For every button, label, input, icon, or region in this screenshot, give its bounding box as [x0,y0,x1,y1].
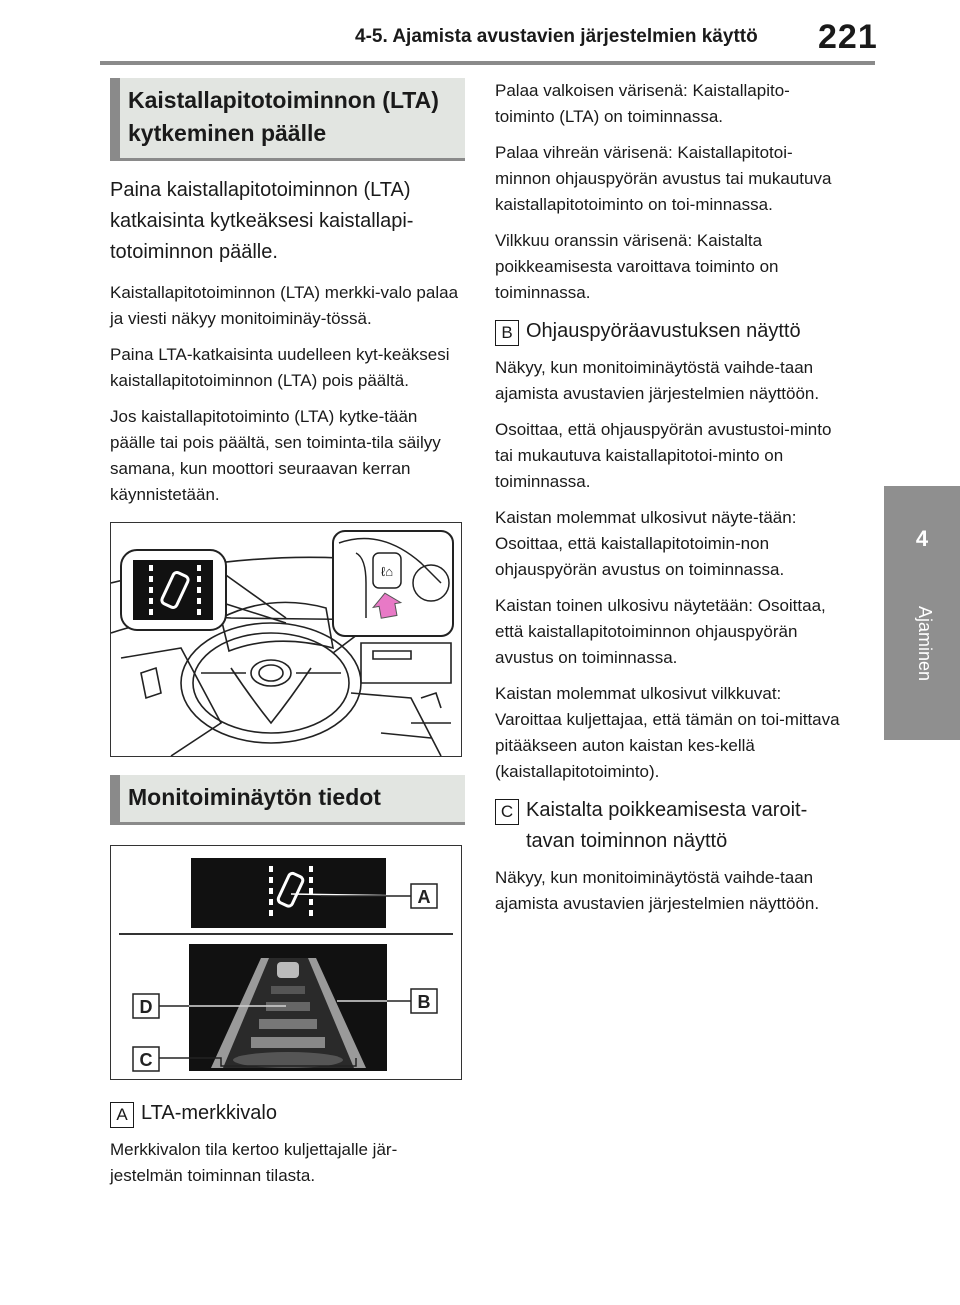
page-number: 221 [818,18,878,56]
paragraph: Jos kaistallapitotoiminto (LTA) kytke-tään päälle tai pois päältä, sen toiminta-tila säilyy samana, kun moottori seuraavan kerran käynnistetään. [110,407,441,504]
display-figure [110,845,462,1080]
item-b-heading [495,316,845,347]
callout-d: D [139,997,153,1017]
right-column [495,78,845,927]
paragraph: Palaa vihreän värisenä: Kaistallapitotoi-minnon ohjauspyörän avustus tai mukautuva kaistallapitotoiminto on toi-minnassa. [495,143,832,214]
lta-switch-glyph: ℓ⌂ [381,564,394,579]
paragraph: Osoittaa, että ohjauspyörän avustustoi-minto tai mukautuva kaistallapitotoi-minto on toiminnassa. [495,420,832,491]
dashboard-illustration [111,523,461,756]
paragraph: Merkkivalon tila kertoo kuljettajalle jär-jestelmän toiminnan tilasta. [110,1140,398,1185]
chapter-side-tab [884,486,960,740]
item-a-heading [110,1098,465,1129]
header-rule [100,61,875,65]
paragraph: Kaistan molemmat ulkosivut vilkkuvat: Varoittaa kuljettajaa, että tämän on toi-mittava pitääkseen auton kaistan kes-kellä (kaistallapitotoiminto). [495,684,840,781]
item-letter-a: A [110,1102,134,1128]
section-heading-lta-on: Kaistallapitotoiminnon (LTA) kytkeminen päälle [110,78,465,161]
chapter-title: Ajaminen [915,606,935,682]
paragraph: Näkyy, kun monitoiminäytöstä vaihde-taan ajamista avustavien järjestelmien näyttöön. [495,868,820,913]
callout-c: C [139,1050,153,1070]
left-column [110,78,465,1199]
item-c-title: Kaistalta poikkeamisesta varoit-tavan toiminnon näyttö [526,799,808,852]
item-c-heading [495,795,845,857]
paragraph: Paina LTA-katkaisinta uudelleen kyt-keäksesi kaistallapitotoiminnon (LTA) pois päältä. [110,345,450,390]
item-letter-c: C [495,799,519,825]
paragraph: Näkyy, kun monitoiminäytöstä vaihde-taan ajamista avustavien järjestelmien näyttöön. [495,358,820,403]
paragraph: Palaa valkoisen värisenä: Kaistallapito-toiminto (LTA) on toiminnassa. [495,81,790,126]
lead-instruction: Paina kaistallapitotoiminnon (LTA) katkaisinta kytkeäksesi kaistallapi-totoiminnon päälle. [110,179,414,263]
callout-b: B [417,992,431,1012]
chapter-number: 4 [915,526,929,551]
item-a-title: LTA-merkkivalo [141,1102,277,1124]
paragraph: Kaistallapitotoiminnon (LTA) merkki-valo palaa ja viesti näkyy monitoiminäy-tössä. [110,283,459,328]
section-heading-display-info: Monitoiminäytön tiedot [110,775,465,825]
header-section-title: 4-5. Ajamista avustavien järjestelmien käyttö [355,26,758,47]
paragraph: Vilkkuu oranssin värisenä: Kaistalta poikkeamisesta varoittava toiminto on toiminnassa. [495,231,779,302]
paragraph: Kaistan molemmat ulkosivut näyte-tään: Osoittaa, että kaistallapitotoimin-non ohjauspyörän avustus on toiminnassa. [495,508,797,579]
top-display-screen [191,858,386,928]
callout-a: A [417,887,431,907]
dashboard-figure [110,522,462,757]
item-b-title: Ohjauspyöräavustuksen näyttö [526,320,801,342]
display-illustration [111,846,461,1079]
paragraph: Kaistan toinen ulkosivu näytetään: Osoittaa, että kaistallapitotoiminnon ohjauspyörän avustus on toiminnassa. [495,596,826,667]
item-letter-b: B [495,320,519,346]
